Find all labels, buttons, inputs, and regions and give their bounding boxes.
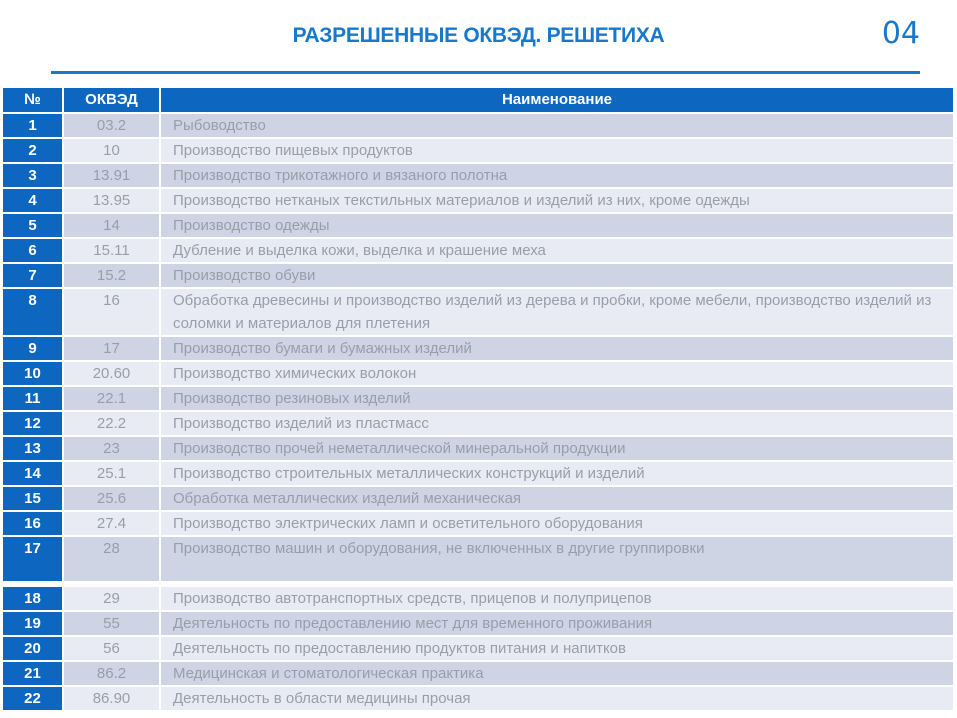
okved-name-cell: Обработка металлических изделий механическая: [161, 487, 953, 510]
okved-name-cell: Производство машин и оборудования, не включенных в другие группировки: [161, 537, 953, 581]
table-row: [3, 239, 953, 262]
table-row: [3, 687, 953, 710]
row-number-cell: 3: [3, 164, 62, 187]
row-number-cell: 5: [3, 214, 62, 237]
row-number-cell: 6: [3, 239, 62, 262]
row-number-cell: 7: [3, 264, 62, 287]
row-number-cell: 16: [3, 512, 62, 535]
okved-code-cell: 22.2: [64, 412, 159, 435]
table-row: [3, 214, 953, 237]
okved-name-cell: Деятельность в области медицины прочая: [161, 687, 953, 710]
okved-name-cell: Производство автотранспортных средств, прицепов и полуприцепов: [161, 587, 953, 610]
okved-code-cell: 86.2: [64, 662, 159, 685]
okved-code-cell: 25.1: [64, 462, 159, 485]
okved-name-cell: Производство электрических ламп и осветительного оборудования: [161, 512, 953, 535]
okved-name-cell: Обработка древесины и производство изделий из дерева и пробки, кроме мебели, производство изделий из соломки и материалов для плетения: [161, 289, 953, 335]
column-header-num: №: [3, 88, 62, 112]
table-row: [3, 537, 953, 581]
table-row: [3, 164, 953, 187]
okved-code-cell: 13.95: [64, 189, 159, 212]
row-number-cell: 17: [3, 537, 62, 581]
row-number-cell: 12: [3, 412, 62, 435]
okved-name-cell: Производство бумаги и бумажных изделий: [161, 337, 953, 360]
row-number-cell: 19: [3, 612, 62, 635]
table-row: [3, 662, 953, 685]
okved-code-cell: 28: [64, 537, 159, 581]
okved-name-cell: Производство нетканых текстильных материалов и изделий из них, кроме одежды: [161, 189, 953, 212]
okved-name-cell: Производство строительных металлических конструкций и изделий: [161, 462, 953, 485]
okved-code-cell: 27.4: [64, 512, 159, 535]
row-number-cell: 13: [3, 437, 62, 460]
page-title: РАЗРЕШЕННЫЕ ОКВЭД. РЕШЕТИХА: [292, 24, 665, 47]
column-header-okved: ОКВЭД: [64, 88, 159, 112]
okved-code-cell: 55: [64, 612, 159, 635]
table-row: [3, 637, 953, 660]
okved-name-cell: Медицинская и стоматологическая практика: [161, 662, 953, 685]
okved-name-cell: Производство резиновых изделий: [161, 387, 953, 410]
okved-name-cell: Производство трикотажного и вязаного полотна: [161, 164, 953, 187]
okved-code-cell: 15.11: [64, 239, 159, 262]
table-row: [3, 114, 953, 137]
okved-code-cell: 16: [64, 289, 159, 335]
table-row: [3, 337, 953, 360]
okved-name-cell: Рыбоводство: [161, 114, 953, 137]
slide-header: [0, 0, 957, 88]
okved-name-cell: Производство обуви: [161, 264, 953, 287]
row-number-cell: 20: [3, 637, 62, 660]
table-row: [3, 189, 953, 212]
okved-code-cell: 23: [64, 437, 159, 460]
row-number-cell: 2: [3, 139, 62, 162]
row-number-cell: 18: [3, 587, 62, 610]
okved-code-cell: 15.2: [64, 264, 159, 287]
okved-name-cell: Производство химических волокон: [161, 362, 953, 385]
okved-code-cell: 20.60: [64, 362, 159, 385]
okved-code-cell: 25.6: [64, 487, 159, 510]
table-row: [3, 139, 953, 162]
row-number-cell: 10: [3, 362, 62, 385]
okved-code-cell: 17: [64, 337, 159, 360]
table-row: [3, 587, 953, 610]
row-number-cell: 9: [3, 337, 62, 360]
page-number: 04: [881, 16, 920, 51]
okved-code-cell: 10: [64, 139, 159, 162]
table-row: [3, 264, 953, 287]
okved-code-cell: 56: [64, 637, 159, 660]
okved-name-cell: Деятельность по предоставлению мест для временного проживания: [161, 612, 953, 635]
row-number-cell: 15: [3, 487, 62, 510]
row-number-cell: 8: [3, 289, 62, 335]
table-row: [3, 412, 953, 435]
table-row: [3, 512, 953, 535]
row-number-cell: 21: [3, 662, 62, 685]
okved-code-cell: 03.2: [64, 114, 159, 137]
okved-name-cell: Производство пищевых продуктов: [161, 139, 953, 162]
okved-code-cell: 14: [64, 214, 159, 237]
okved-code-cell: 86.90: [64, 687, 159, 710]
okved-code-cell: 29: [64, 587, 159, 610]
okved-table: [3, 88, 953, 710]
okved-code-cell: 22.1: [64, 387, 159, 410]
table-row: [3, 289, 953, 335]
table-row: [3, 437, 953, 460]
row-number-cell: 11: [3, 387, 62, 410]
title-underline: [51, 71, 920, 74]
table-row: [3, 462, 953, 485]
okved-name-cell: Производство прочей неметаллической минеральной продукции: [161, 437, 953, 460]
table-row: [3, 487, 953, 510]
row-number-cell: 14: [3, 462, 62, 485]
table-row: [3, 612, 953, 635]
column-header-name: Наименование: [161, 88, 953, 112]
table-row: [3, 362, 953, 385]
okved-name-cell: Производство изделий из пластмасс: [161, 412, 953, 435]
okved-name-cell: Дубление и выделка кожи, выделка и крашение меха: [161, 239, 953, 262]
row-number-cell: 22: [3, 687, 62, 710]
row-number-cell: 1: [3, 114, 62, 137]
table-header-row: [3, 88, 953, 112]
okved-name-cell: Деятельность по предоставлению продуктов питания и напитков: [161, 637, 953, 660]
table-row: [3, 387, 953, 410]
row-number-cell: 4: [3, 189, 62, 212]
table-body: [3, 114, 953, 710]
okved-name-cell: Производство одежды: [161, 214, 953, 237]
okved-code-cell: 13.91: [64, 164, 159, 187]
